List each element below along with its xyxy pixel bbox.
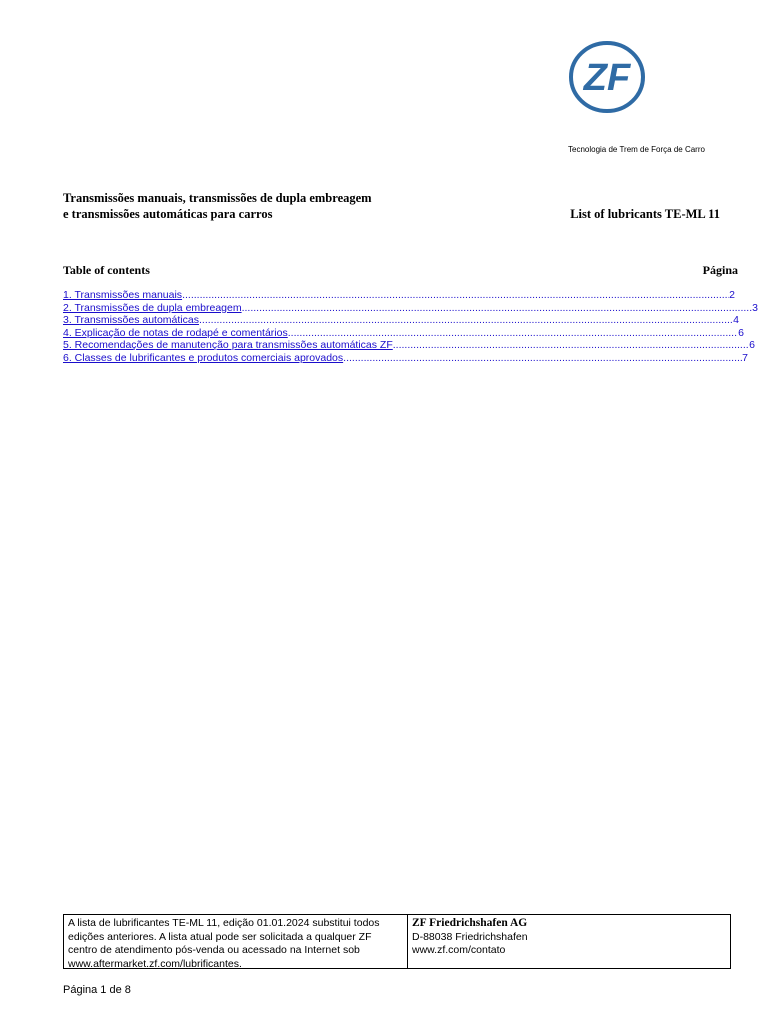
toc-link-6[interactable] bbox=[63, 352, 748, 365]
toc-link-page: 7 bbox=[742, 351, 748, 364]
toc-link-1[interactable] bbox=[63, 289, 735, 302]
document-title-line-2: e transmissões automáticas para carros bbox=[63, 207, 273, 221]
list-title: List of lubricants TE-ML 11 bbox=[570, 207, 720, 221]
toc-leader-dots bbox=[288, 327, 738, 340]
footer-box bbox=[63, 914, 731, 969]
toc-leader-dots bbox=[393, 339, 749, 352]
toc-page-heading: Página bbox=[702, 263, 738, 277]
toc-leader-dots bbox=[182, 289, 729, 302]
toc-link-label: 4. Explicação de notas de rodapé e comentários bbox=[63, 326, 288, 339]
toc-link-page: 3 bbox=[752, 301, 758, 314]
zf-logo-text: ZF bbox=[583, 57, 631, 99]
document-title bbox=[63, 190, 372, 222]
toc-link-label: 3. Transmissões automáticas bbox=[63, 314, 199, 326]
toc-link-page: 6 bbox=[738, 326, 744, 339]
toc-link-4[interactable] bbox=[63, 327, 744, 340]
toc-link-3[interactable] bbox=[63, 314, 739, 327]
footer-notice: A lista de lubrificantes TE-ML 11, edição 01.01.2024 substitui todos edições anteriores. A lista atual pode ser solicitada a qualquer ZF centro de atendimento pós-venda ou acessado na Internet sob www.aftermarket.zf.com/lubrificantes. bbox=[64, 915, 408, 968]
toc-link-label: 5. Recomendações de manutenção para transmissões automáticas ZF bbox=[63, 339, 393, 351]
toc-link-page: 6 bbox=[749, 339, 755, 351]
toc-heading: Table of contents bbox=[63, 263, 150, 277]
toc-link-page: 4 bbox=[733, 314, 739, 326]
toc-leader-dots bbox=[242, 302, 753, 315]
company-website: www.zf.com/contato bbox=[412, 944, 506, 956]
tagline: Tecnologia de Trem de Força de Carro bbox=[568, 145, 705, 154]
document-title-line-1: Transmissões manuais, transmissões de dupla embreagem bbox=[63, 191, 372, 205]
company-address: D-88038 Friedrichshafen bbox=[412, 930, 528, 943]
toc-link-page: 2 bbox=[729, 289, 735, 301]
footer-contact bbox=[408, 915, 730, 968]
toc-link-2[interactable] bbox=[63, 302, 758, 315]
toc-link-label: 1. Transmissões manuais bbox=[63, 289, 183, 301]
toc-link-label: 2. Transmissões de dupla embreagem bbox=[63, 301, 242, 314]
toc-leader-dots bbox=[343, 352, 742, 365]
zf-logo bbox=[568, 40, 646, 114]
table-of-contents bbox=[63, 289, 758, 364]
page-number: Página 1 de 8 bbox=[63, 984, 131, 996]
toc-link-5[interactable] bbox=[63, 339, 755, 352]
toc-leader-dots bbox=[199, 314, 733, 327]
company-name: ZF Friedrichshafen AG bbox=[412, 917, 528, 929]
toc-link-label: 6. Classes de lubrificantes e produtos comerciais aprovados bbox=[63, 351, 344, 364]
